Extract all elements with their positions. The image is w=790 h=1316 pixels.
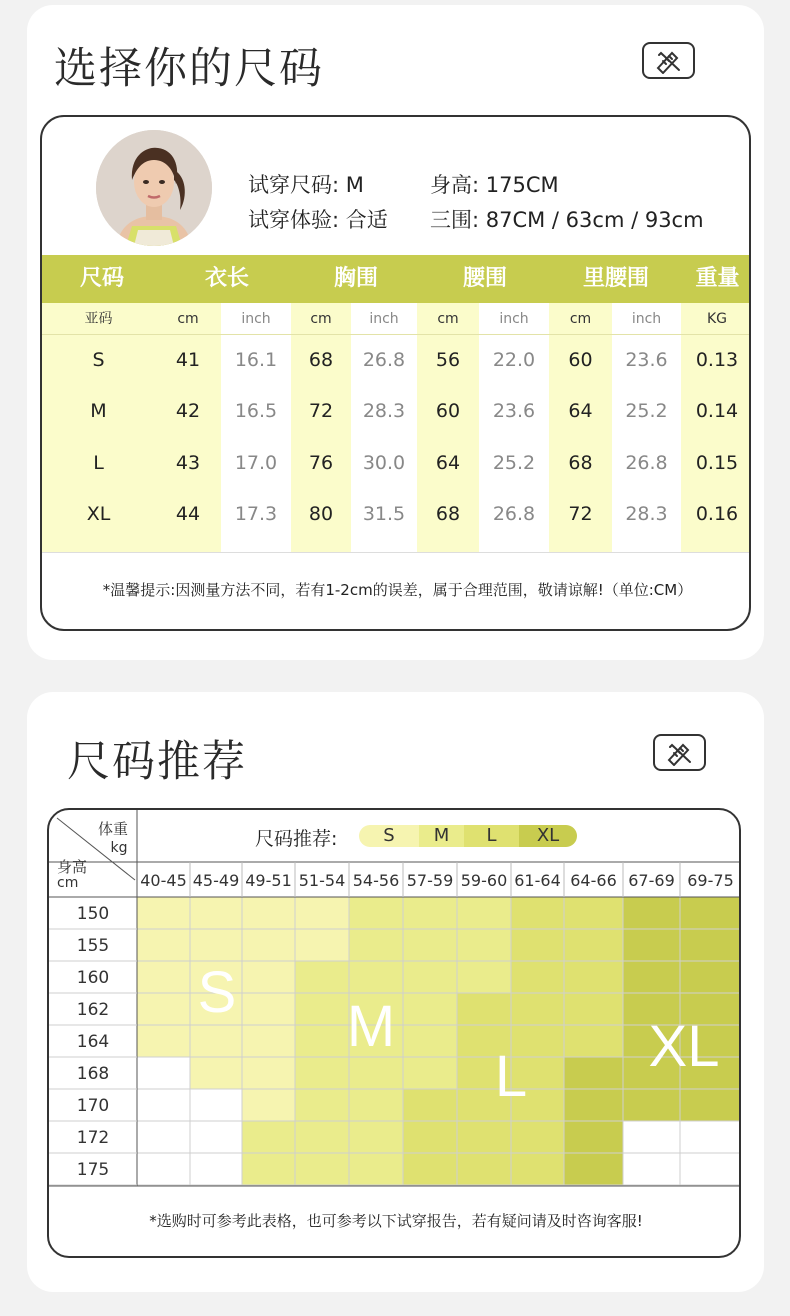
grid-cell xyxy=(242,1121,295,1153)
table-cell: 23.6 xyxy=(625,349,668,371)
grid-cell xyxy=(242,1153,295,1185)
table-cell: 28.3 xyxy=(625,503,668,525)
grid-cell xyxy=(623,1153,680,1185)
table-column xyxy=(42,303,155,552)
grid-cell xyxy=(457,961,511,993)
height-label: 150 xyxy=(76,904,110,924)
model-avatar xyxy=(96,130,212,246)
grid-cell xyxy=(623,1121,680,1153)
table-subheader: cm xyxy=(155,303,221,335)
table-header xyxy=(42,255,751,303)
table-column xyxy=(549,303,612,552)
table-cell: 68 xyxy=(308,349,334,371)
table-cell: 16.5 xyxy=(234,400,278,422)
table-cell: XL xyxy=(86,503,111,525)
table-column xyxy=(479,303,549,552)
legend-l: L xyxy=(464,825,519,847)
grid-cell xyxy=(190,1025,242,1057)
grid-cell xyxy=(564,1121,623,1153)
grid-cell xyxy=(295,1153,349,1185)
grid-cell xyxy=(564,897,623,929)
table-cell: 68 xyxy=(435,503,461,525)
table-cell: 23.6 xyxy=(492,400,536,422)
grid-cell xyxy=(457,929,511,961)
grid-cell xyxy=(680,1121,741,1153)
table-cell: 30.0 xyxy=(362,452,406,474)
header-inner-waist: 里腰围 xyxy=(582,266,649,291)
size-overlay-l: L xyxy=(494,1044,528,1109)
grid-cell xyxy=(623,929,680,961)
size-table-frame xyxy=(40,115,751,631)
weight-range-label: 54-56 xyxy=(352,871,400,890)
grid-cell xyxy=(349,1121,403,1153)
header-chest: 胸围 xyxy=(333,266,378,291)
grid-cell xyxy=(242,1025,295,1057)
height-label: 164 xyxy=(76,1032,110,1052)
table-cell: 56 xyxy=(435,349,461,371)
table-cell: 26.8 xyxy=(492,503,536,525)
model-measurements: 三围: 87CM / 63cm / 93cm xyxy=(430,208,704,232)
grid-cell xyxy=(403,1121,457,1153)
table-cell: 25.2 xyxy=(625,400,668,422)
grid-cell xyxy=(349,929,403,961)
legend-xl: XL xyxy=(519,825,577,847)
grid-cell xyxy=(137,1089,190,1121)
grid-cell xyxy=(137,1057,190,1089)
recommend-frame xyxy=(47,808,741,1258)
grid-cell xyxy=(190,1089,242,1121)
table-cell: 16.1 xyxy=(234,349,278,371)
model-size: 试穿尺码: M xyxy=(248,173,364,197)
size-overlay-xl: XL xyxy=(648,1014,720,1079)
size-overlay-m: M xyxy=(346,994,396,1059)
grid-cell xyxy=(623,1089,680,1121)
table-cell: L xyxy=(93,452,104,474)
table-cell: 26.8 xyxy=(625,452,668,474)
grid-cell xyxy=(190,897,242,929)
table-cell: 26.8 xyxy=(362,349,406,371)
table-cell: 72 xyxy=(568,503,593,525)
grid-cell xyxy=(242,929,295,961)
table-cell: 22.0 xyxy=(492,349,536,371)
grid-cell xyxy=(349,897,403,929)
grid-cell xyxy=(403,993,457,1025)
weight-range-label: 57-59 xyxy=(406,871,454,890)
table-subheader: inch xyxy=(479,303,549,335)
grid-cell xyxy=(349,1153,403,1185)
weight-range-label: 67-69 xyxy=(628,871,675,890)
model-experience: 试穿体验: 合适 xyxy=(248,208,388,232)
grid-cell xyxy=(190,1153,242,1185)
grid-cell xyxy=(403,1089,457,1121)
weight-range-label: 69-75 xyxy=(687,871,734,890)
recommend-note: *选购时可参考此表格，也可参考以下试穿报告，若有疑问请及时咨询客服! xyxy=(149,1212,643,1230)
section-title: 尺码推荐 xyxy=(67,737,247,787)
grid-cell xyxy=(403,897,457,929)
grid-cell xyxy=(295,1057,349,1089)
ruler-pencil-icon[interactable] xyxy=(642,42,695,79)
height-label: 172 xyxy=(76,1128,110,1148)
weight-range-label: 61-64 xyxy=(514,871,561,890)
height-label: 170 xyxy=(76,1096,110,1116)
grid-cell xyxy=(403,961,457,993)
table-column xyxy=(612,303,681,552)
grid-cell xyxy=(349,1089,403,1121)
corner-weight-label: 体重 xyxy=(97,820,129,838)
grid-cell xyxy=(564,993,623,1025)
grid-cell xyxy=(242,961,295,993)
section-title: 选择你的尺码 xyxy=(54,44,324,94)
grid-cell xyxy=(137,897,190,929)
table-cell: 42 xyxy=(175,400,201,422)
grid-cell xyxy=(349,1057,403,1089)
table-subheader: KG xyxy=(681,303,751,335)
table-cell: 72 xyxy=(308,400,334,422)
recommend-grid xyxy=(49,810,741,1190)
table-column xyxy=(155,303,221,552)
table-cell: 60 xyxy=(568,349,593,371)
model-height: 身高: 175CM xyxy=(430,173,559,197)
grid-cell xyxy=(564,1153,623,1185)
grid-cell xyxy=(564,1089,623,1121)
grid-cell xyxy=(349,961,403,993)
height-label: 175 xyxy=(76,1160,110,1180)
table-cell: 17.3 xyxy=(234,503,278,525)
corner-weight-unit: kg xyxy=(110,840,128,856)
table-cell: M xyxy=(90,400,107,422)
grid-cell xyxy=(511,897,564,929)
grid-cell xyxy=(295,897,349,929)
grid-cell xyxy=(623,897,680,929)
grid-cell xyxy=(680,1153,741,1185)
table-column xyxy=(681,303,751,552)
size-chart-card xyxy=(27,5,764,660)
table-subheader: inch xyxy=(221,303,291,335)
grid-cell xyxy=(511,1121,564,1153)
grid-cell xyxy=(242,897,295,929)
grid-cell xyxy=(137,929,190,961)
table-cell: 25.2 xyxy=(492,452,536,474)
header-length: 衣长 xyxy=(204,266,249,291)
grid-cell xyxy=(403,1153,457,1185)
grid-cell xyxy=(190,1057,242,1089)
grid-cell xyxy=(564,961,623,993)
grid-cell xyxy=(564,929,623,961)
table-cell: 64 xyxy=(568,400,593,422)
header-size: 尺码 xyxy=(79,266,124,291)
grid-cell xyxy=(680,1089,741,1121)
grid-cell xyxy=(242,1057,295,1089)
grid-cell xyxy=(137,961,190,993)
weight-range-label: 49-51 xyxy=(245,871,292,890)
legend-m: M xyxy=(419,825,464,847)
grid-cell xyxy=(137,1121,190,1153)
grid-cell xyxy=(137,993,190,1025)
grid-cell xyxy=(457,993,511,1025)
table-cell: 44 xyxy=(175,503,201,525)
grid-cell xyxy=(295,929,349,961)
grid-cell xyxy=(242,1089,295,1121)
table-cell: 0.16 xyxy=(695,503,739,525)
grid-cell xyxy=(680,897,741,929)
grid-cell xyxy=(403,1025,457,1057)
table-column xyxy=(221,303,291,552)
grid-cell xyxy=(511,929,564,961)
grid-cell xyxy=(190,1121,242,1153)
table-cell: 0.13 xyxy=(695,349,739,371)
corner-height-unit: cm xyxy=(57,875,79,891)
height-label: 168 xyxy=(76,1064,110,1084)
grid-cell xyxy=(680,961,741,993)
header-waist: 腰围 xyxy=(462,266,507,291)
weight-range-label: 45-49 xyxy=(192,871,240,890)
grid-cell xyxy=(295,961,349,993)
table-column xyxy=(351,303,417,552)
grid-cell xyxy=(403,929,457,961)
table-subheader: cm xyxy=(291,303,351,335)
table-subheader: cm xyxy=(417,303,479,335)
size-overlay-s: S xyxy=(197,960,237,1025)
grid-cell xyxy=(137,1153,190,1185)
table-subheader: inch xyxy=(612,303,681,335)
table-cell: 28.3 xyxy=(362,400,406,422)
table-cell: 31.5 xyxy=(362,503,406,525)
weight-range-label: 59-60 xyxy=(460,871,508,890)
height-label: 162 xyxy=(76,1000,110,1020)
grid-cell xyxy=(295,993,349,1025)
table-cell: S xyxy=(92,349,105,371)
grid-cell xyxy=(137,1025,190,1057)
grid-cell xyxy=(511,993,564,1025)
table-cell: 43 xyxy=(175,452,201,474)
table-cell: 76 xyxy=(308,452,334,474)
grid-cell xyxy=(457,1153,511,1185)
grid-cell xyxy=(511,1153,564,1185)
grid-cell xyxy=(623,961,680,993)
table-cell: 80 xyxy=(308,503,334,525)
grid-cell xyxy=(295,1025,349,1057)
grid-cell xyxy=(403,1057,457,1089)
table-cell: 17.0 xyxy=(234,452,278,474)
grid-cell xyxy=(564,1025,623,1057)
legend-s: S xyxy=(359,825,419,847)
weight-range-label: 51-54 xyxy=(298,871,346,890)
grid-cell xyxy=(564,1057,623,1089)
table-cell: 41 xyxy=(175,349,201,371)
size-table-body xyxy=(42,303,751,552)
grid-cell xyxy=(511,961,564,993)
size-recommend-card xyxy=(27,692,764,1292)
grid-cell xyxy=(457,1121,511,1153)
table-cell: 64 xyxy=(435,452,461,474)
table-cell: 0.15 xyxy=(695,452,739,474)
height-label: 160 xyxy=(76,968,110,988)
ruler-pencil-icon[interactable] xyxy=(653,734,706,771)
grid-cell xyxy=(680,929,741,961)
table-cell: 68 xyxy=(568,452,593,474)
header-weight: 重量 xyxy=(695,266,740,291)
weight-range-label: 40-45 xyxy=(140,871,187,890)
legend-label: 尺码推荐: xyxy=(255,828,338,850)
table-cell: 0.14 xyxy=(695,400,739,422)
table-column xyxy=(291,303,351,552)
grid-cell xyxy=(295,1089,349,1121)
weight-range-label: 64-66 xyxy=(570,871,617,890)
height-label: 155 xyxy=(76,936,110,956)
grid-cell xyxy=(190,929,242,961)
table-column xyxy=(417,303,479,552)
grid-cell xyxy=(457,897,511,929)
table-subheader: inch xyxy=(351,303,417,335)
table-note: *温馨提示:因测量方法不同，若有1-2cm的误差，属于合理范围，敬请谅解!（单位:CM） xyxy=(42,552,751,629)
grid-cell xyxy=(242,993,295,1025)
table-subheader: cm xyxy=(549,303,612,335)
grid-cell xyxy=(295,1121,349,1153)
corner-height-label: 身高 xyxy=(57,858,88,876)
table-cell: 60 xyxy=(435,400,461,422)
table-subheader: 亚码 xyxy=(42,303,155,335)
